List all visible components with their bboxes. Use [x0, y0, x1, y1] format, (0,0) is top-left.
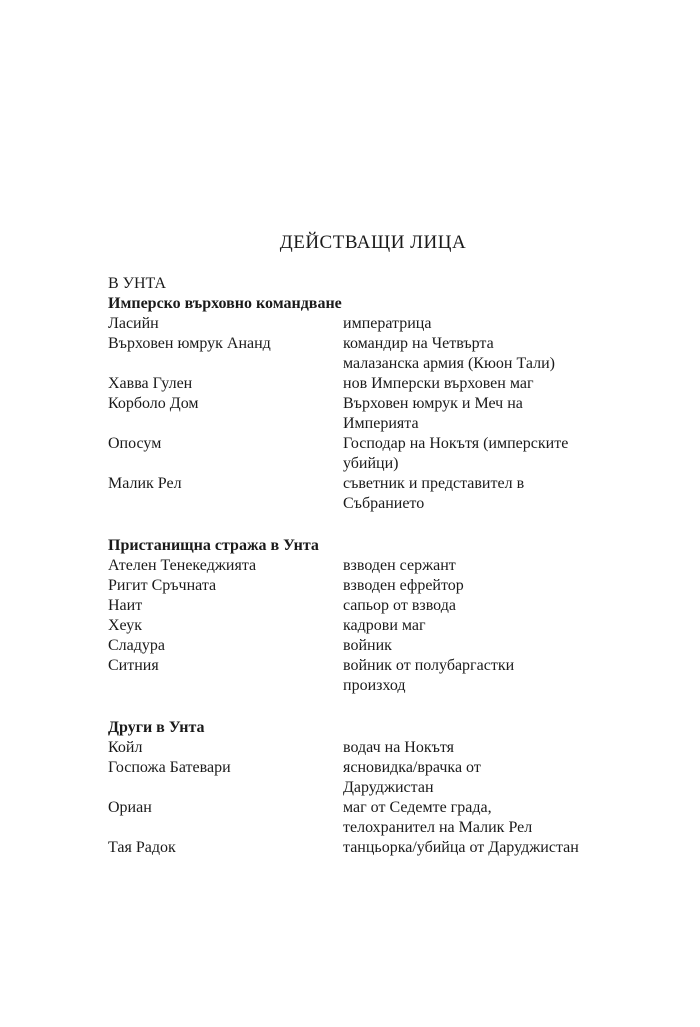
cast-row: [108, 838, 628, 858]
location-heading: В УНТА: [108, 275, 167, 292]
character-role: взводен сержант: [343, 557, 456, 574]
cast-row: [108, 738, 628, 758]
page-title: ДЕЙСТВАЩИ ЛИЦА: [279, 232, 467, 253]
cast-list: [108, 314, 628, 514]
cast-list: [108, 556, 628, 696]
group-others-unta: [108, 718, 628, 858]
cast-row: [108, 616, 628, 636]
group-title: Пристанищна стража в Унта: [108, 537, 319, 554]
group-harbour-watch: [108, 536, 628, 696]
character-name: Опосум: [108, 435, 162, 452]
character-role: танцьорка/убийца от Даруджистан: [343, 839, 579, 856]
character-role: маг от Седемте града, телохранител на Малик Рел: [343, 799, 533, 836]
cast-row: [108, 636, 628, 656]
character-name: Ориан: [108, 799, 152, 816]
character-role: кадрови маг: [343, 617, 426, 634]
character-role: сапьор от взвода: [343, 597, 456, 614]
character-role: съветник и представител в Събранието: [343, 475, 525, 512]
cast-row: [108, 596, 628, 616]
character-name: Ригит Сръчната: [108, 577, 217, 594]
character-name: Ателен Тенекеджията: [108, 557, 257, 574]
group-title: Имперско върховно командване: [108, 295, 342, 312]
cast-row: [108, 758, 628, 798]
group-title: Други в Унта: [108, 719, 205, 736]
cast-row: [108, 656, 628, 696]
character-name: Малик Рел: [108, 475, 182, 492]
cast-row: [108, 334, 628, 374]
cast-row: [108, 434, 628, 474]
character-role: Върховен юмрук и Меч на Империята: [343, 395, 523, 432]
character-name: Ласийн: [108, 315, 159, 332]
group-imperial-command: [108, 294, 628, 514]
character-name: Хеук: [108, 617, 143, 634]
character-role: императрица: [343, 315, 432, 332]
character-name: Тая Радок: [108, 839, 176, 856]
cast-row: [108, 314, 628, 334]
character-role: войник: [343, 637, 392, 654]
character-name: Госпожа Батевари: [108, 759, 231, 776]
character-name: Ситния: [108, 657, 159, 674]
character-role: командир на Четвърта малазанска армия (Кюон Тали): [343, 335, 555, 372]
cast-row: [108, 556, 628, 576]
section-spacer: [108, 514, 628, 536]
character-name: Койл: [108, 739, 143, 756]
character-name: Върховен юмрук Ананд: [108, 335, 271, 352]
cast-list: [108, 738, 628, 858]
character-name: Наит: [108, 597, 143, 614]
cast-row: [108, 374, 628, 394]
character-name: Корболо Дом: [108, 395, 199, 412]
character-name: Хавва Гулен: [108, 375, 193, 392]
character-role: водач на Нокътя: [343, 739, 455, 756]
section-spacer: [108, 696, 628, 718]
cast-row: [108, 394, 628, 434]
character-name: Сладура: [108, 637, 165, 654]
cast-row: [108, 474, 628, 514]
character-role: нов Имперски върховен маг: [343, 375, 534, 392]
cast-row: [108, 798, 628, 838]
character-role: ясновидка/врачка от Даруджистан: [343, 759, 481, 796]
character-role: взводен ефрейтор: [343, 577, 464, 594]
character-role: войник от полубаргастки произход: [343, 657, 515, 694]
cast-page: [108, 232, 628, 858]
cast-row: [108, 576, 628, 596]
character-role: Господар на Нокътя (имперските убийци): [343, 435, 569, 472]
